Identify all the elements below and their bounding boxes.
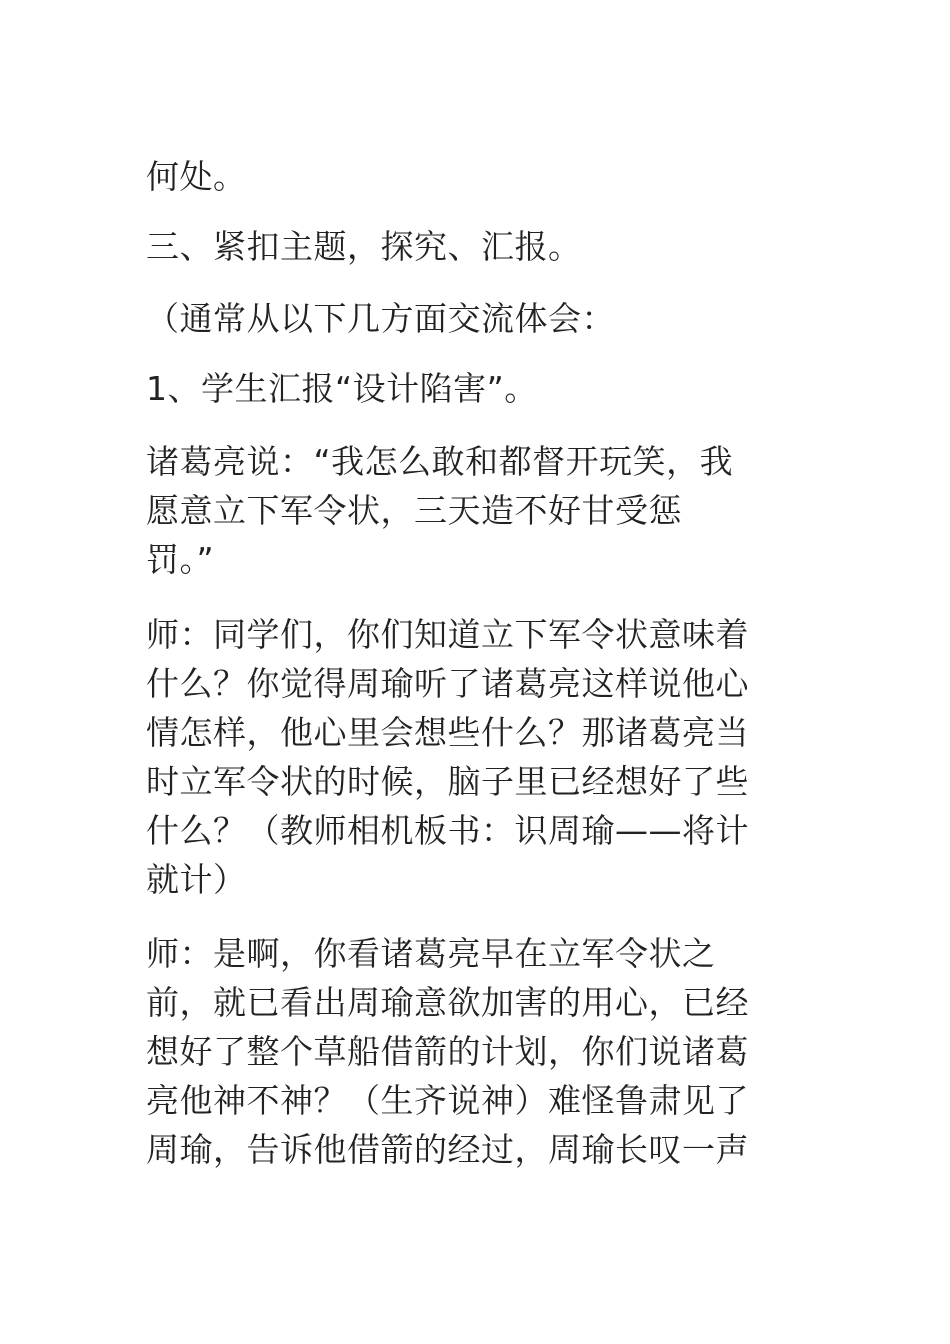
teacher-paragraph [146,610,786,904]
text-line: 时立军令状的时候，脑子里已经想好了些 [146,762,749,801]
text-line: 罚。” [146,540,215,579]
text-line: 1、学生汇报“设计陷害”。 [146,369,538,408]
text-line: 诸葛亮说：“我怎么敢和都督开玩笑，我 [146,442,734,481]
text-line: 亮他神不神？（生齐说神）难怪鲁肃见了 [146,1081,749,1120]
text-line: 情怎样，他心里会想些什么？那诸葛亮当 [146,713,749,752]
quote-paragraph [146,437,786,584]
section-heading [146,222,786,271]
text-line: 什么？（教师相机板书：识周瑜——将计 [146,811,749,850]
text-line: 周瑜，告诉他借箭的经过，周瑜长叹一声 [146,1130,749,1169]
text-line: 什么？你觉得周瑜听了诸葛亮这样说他心 [146,664,749,703]
text-line: 想好了整个草船借箭的计划，你们说诸葛 [146,1032,749,1071]
text-line: 就计） [146,860,247,899]
teacher-paragraph [146,929,786,1174]
paragraph-intro [146,294,786,343]
text-line: 师：是啊，你看诸葛亮早在立军令状之 [146,934,716,973]
text-line: 愿意立下军令状，三天造不好甘受惩 [146,491,682,530]
text-line: 何处。 [146,157,247,196]
text-line: 三、紧扣主题，探究、汇报。 [146,227,582,266]
text-line: 前，就已看出周瑜意欲加害的用心，已经 [146,983,749,1022]
text-line: 师：同学们，你们知道立下军令状意味着 [146,615,749,654]
text-line: （通常从以下几方面交流体会： [146,299,615,338]
paragraph-fragment [146,152,786,201]
list-item-heading [146,364,786,413]
